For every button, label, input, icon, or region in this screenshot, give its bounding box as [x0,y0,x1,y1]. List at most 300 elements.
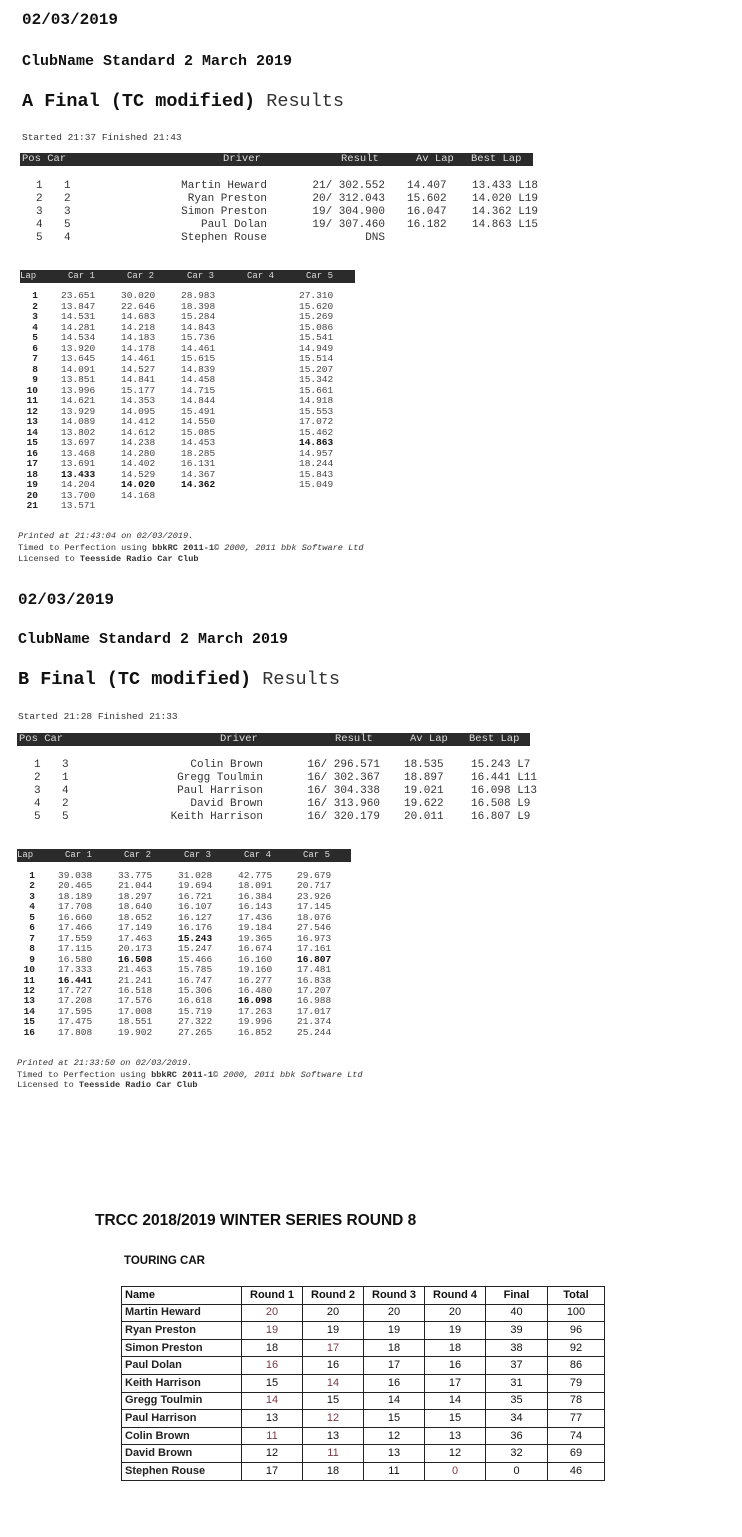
series-round4: 19 [425,1322,486,1340]
lap-time-car1: 17.595 [58,1005,93,1017]
lap-time-car3: 15.243 [178,932,213,944]
lap-time-car1: 16.580 [58,953,93,965]
lap-time-car3: 15.719 [178,1005,213,1017]
series-round2: 16 [303,1357,364,1375]
lap-row [0,386,360,396]
lap-time-car1: 13.691 [61,458,96,469]
lap-time-car5: 15.514 [299,353,334,364]
result-car: 5 [62,811,69,823]
lap-time-car5: 15.661 [299,384,334,396]
result-driver: Martin Heward [181,180,267,192]
header-av-lap: Av Lap [416,153,454,165]
lap-row [0,333,360,343]
result-av-lap: 19.622 [404,798,444,810]
lap-time-car5: 17.072 [299,416,334,427]
result-best-lap: 14.362 L19 [472,206,539,218]
lap-time-car2: 30.020 [121,290,156,301]
series-final: 32 [486,1445,548,1463]
lap-time-car1: 17.466 [58,922,93,934]
lap-number: 13 [23,995,35,1007]
lap-time-car3: 28.983 [181,290,216,301]
lap-number: 3 [32,311,38,322]
result-av-lap: 16.047 [407,206,447,218]
result-av-lap: 19.021 [404,785,444,797]
lap-time-car1: 13.802 [61,426,96,438]
result-driver: Stephen Rouse [181,232,267,244]
lap-time-car5: 15.541 [299,332,334,343]
result-best-lap: 13.433 L18 [472,180,539,192]
lap-time-car5: 18.244 [299,458,334,469]
lap-time-car1: 13.468 [61,447,96,459]
result-row [0,193,560,206]
lap-time-car5: 15.342 [299,374,334,385]
lap-time-car1: 17.727 [58,984,93,996]
lap-time-car2: 14.168 [121,489,156,501]
series-round3: 13 [364,1445,425,1463]
result-driver: David Brown [190,798,263,810]
lap-row [0,965,360,975]
lap-time-car4: 18.091 [238,880,273,892]
a-final-started: Started 21:37 Finished 21:43 [22,132,182,143]
b-final-printed [17,1058,192,1069]
header-result: Result [335,733,373,745]
lap-time-car1: 18.189 [58,890,93,902]
lap-time-car3: 14.550 [181,416,216,427]
lap-time-car5: 15.049 [299,479,334,490]
printed-text: Printed at 21:43:04 on 02/03/2019. [18,531,194,541]
lap-time-car5: 15.620 [299,300,334,312]
result-av-lap: 14.407 [407,180,447,192]
series-round4: 13 [425,1427,486,1445]
result-pos: 1 [34,759,41,771]
series-round2: 11 [303,1445,364,1463]
lap-row [0,923,360,933]
licensed-club: Teesside Radio Car Club [79,554,199,564]
lap-time-car2: 14.238 [121,437,156,448]
lap-time-car1: 17.115 [58,943,93,955]
timed-software: bbkRC 2011-1 [152,543,214,553]
lap-time-car3: 16.747 [178,974,213,986]
lap-time-car1: 14.281 [61,321,96,333]
lap-time-car2: 33.775 [118,870,153,881]
series-driver-name: Colin Brown [122,1427,242,1445]
result-result: 19/ 304.900 [312,206,385,218]
lap-time-car2: 14.402 [121,458,156,469]
lap-header-car4: Car 4 [247,271,275,281]
result-pos: 1 [36,180,43,192]
series-round1: 16 [242,1357,303,1375]
lap-number: 4 [32,321,38,333]
lap-time-car2: 17.576 [118,995,153,1007]
result-pos: 3 [36,206,43,218]
header-best-lap: Best Lap [471,153,522,165]
lap-number: 17 [26,458,38,469]
lap-time-car2: 21.463 [118,964,153,976]
header-best-lap: Best Lap [469,733,520,745]
b-final-started: Started 21:28 Finished 21:33 [18,711,178,722]
header-pos-car: Pos Car [19,733,64,745]
result-row [0,232,560,245]
lap-time-car2: 14.461 [121,353,156,364]
header-av-lap: Av Lap [410,733,448,745]
lap-time-car5: 21.374 [297,1016,332,1028]
series-round3: 17 [364,1357,425,1375]
series-total: 77 [548,1410,605,1428]
lap-row [0,302,360,312]
lap-header-car1: Car 1 [65,850,93,860]
lap-time-car4: 16.098 [238,995,273,1007]
series-header-name: Name [122,1287,242,1305]
lap-time-car3: 15.247 [178,943,213,955]
lap-time-car2: 14.280 [121,447,156,459]
series-round4: 20 [425,1304,486,1322]
result-row [0,219,560,232]
result-driver: Colin Brown [190,759,263,771]
lap-time-car5: 29.679 [297,870,332,881]
lap-row [0,480,360,490]
lap-number: 20 [26,489,38,501]
lap-time-car1: 13.571 [61,500,96,511]
result-driver: Simon Preston [181,206,267,218]
a-final-licensed [18,554,199,565]
lap-number: 21 [26,500,38,511]
series-row [122,1374,605,1392]
lap-number: 14 [26,426,38,438]
a-final-title-suffix: Results [266,91,344,112]
lap-time-car2: 18.551 [118,1016,153,1028]
lap-time-car2: 18.297 [118,890,153,902]
lap-time-car3: 15.785 [178,964,213,976]
result-driver: Paul Dolan [200,219,267,231]
series-round3: 18 [364,1339,425,1357]
result-pos: 3 [34,785,41,797]
lap-time-car5: 14.957 [299,447,334,459]
result-result: 16/ 320.179 [307,811,380,823]
result-av-lap: 18.897 [404,772,444,784]
lap-time-car3: 16.127 [178,911,213,923]
b-final-title [18,669,340,690]
result-driver: Ryan Preston [187,193,267,205]
lap-time-car5: 15.553 [299,405,334,417]
series-total: 86 [548,1357,605,1375]
result-result: 19/ 307.460 [312,219,385,231]
lap-time-car5: 15.462 [299,426,334,438]
series-total: 96 [548,1322,605,1340]
series-row [122,1427,605,1445]
timed-software: bbkRC 2011-1 [151,1070,213,1080]
licensed-club: Teesside Radio Car Club [78,1080,198,1090]
lap-time-car3: 16.618 [178,995,213,1007]
lap-time-car4: 16.852 [238,1026,273,1038]
series-final: 39 [486,1322,548,1340]
result-av-lap: 20.011 [404,811,444,823]
series-round3: 12 [364,1427,425,1445]
result-car: 2 [62,798,69,810]
result-pos: 4 [34,798,41,810]
lap-time-car5: 15.207 [299,363,334,375]
lap-number: 9 [32,374,38,385]
lap-time-car1: 17.475 [58,1016,93,1028]
lap-time-car5: 16.807 [297,953,332,965]
lap-row [0,881,360,891]
lap-row [0,428,360,438]
lap-header-car4: Car 4 [244,850,272,860]
lap-number: 1 [32,290,38,301]
result-best-lap: 16.441 L11 [471,772,538,784]
lap-time-car2: 15.177 [121,384,156,396]
result-driver: Paul Harrison [177,785,263,797]
lap-time-car4: 16.277 [238,974,273,986]
lap-time-car4: 16.384 [238,890,273,902]
lap-row [0,902,360,912]
lap-time-car2: 14.527 [121,363,156,375]
series-round2: 20 [303,1304,364,1322]
series-row [122,1304,605,1322]
lap-time-car3: 27.322 [178,1016,213,1028]
lap-time-car2: 17.149 [118,922,153,934]
lap-time-car5: 14.949 [299,342,334,354]
b-final-results-header [17,733,530,746]
lap-time-car2: 14.183 [121,332,156,343]
lap-number: 7 [32,353,38,364]
lap-time-car1: 17.559 [58,932,93,944]
lap-time-car3: 14.715 [181,384,216,396]
lap-time-car3: 14.362 [181,479,216,490]
series-round1: 19 [242,1322,303,1340]
result-result: 16/ 313.960 [307,798,380,810]
lap-time-car1: 14.621 [61,395,96,406]
series-round2: 14 [303,1374,364,1392]
lap-time-car1: 14.089 [61,416,96,427]
lap-time-car2: 22.646 [121,300,156,312]
lap-time-car1: 39.038 [58,870,93,881]
lap-row [0,291,360,301]
lap-header-lap: Lap [20,271,37,281]
result-pos: 2 [34,772,41,784]
lap-time-car1: 17.808 [58,1026,93,1038]
series-round3: 16 [364,1374,425,1392]
result-av-lap: 18.535 [404,759,444,771]
lap-number: 2 [29,880,35,892]
lap-row [0,312,360,322]
lap-number: 6 [32,342,38,354]
result-car: 3 [62,759,69,771]
series-round4: 14 [425,1392,486,1410]
lap-time-car1: 16.660 [58,911,93,923]
series-class: TOURING CAR [124,1255,205,1267]
lap-number: 12 [26,405,38,417]
lap-time-car5: 15.843 [299,468,334,480]
series-driver-name: Keith Harrison [122,1374,242,1392]
licensed-prefix: Licensed to [18,554,80,564]
lap-number: 8 [32,363,38,375]
lap-time-car5: 17.017 [297,1005,332,1017]
series-final: 0 [486,1462,548,1480]
lap-time-car5: 27.546 [297,922,332,934]
result-best-lap: 14.863 L15 [472,219,539,231]
series-round1: 13 [242,1410,303,1428]
lap-time-car2: 14.529 [121,468,156,480]
lap-number: 14 [23,1005,35,1017]
lap-number: 4 [29,901,35,913]
series-round4: 12 [425,1445,486,1463]
series-round1: 15 [242,1374,303,1392]
series-round4: 18 [425,1339,486,1357]
lap-time-car5: 16.973 [297,932,332,944]
result-result: 16/ 296.571 [307,759,380,771]
b-final-date: 02/03/2019 [18,591,115,609]
lap-number: 7 [29,932,35,944]
series-driver-name: David Brown [122,1445,242,1463]
a-final-club-name: ClubName Standard 2 March 2019 [22,53,293,70]
lap-time-car3: 15.736 [181,332,216,343]
lap-time-car4: 17.263 [238,1005,273,1017]
lap-time-car1: 17.708 [58,901,93,913]
lap-number: 10 [26,384,38,396]
lap-header-car2: Car 2 [124,850,152,860]
timed-copyright: © 2000, 2011 bbk Software Ltd [212,1070,363,1080]
lap-time-car4: 17.436 [238,911,273,923]
series-round2: 19 [303,1322,364,1340]
a-final-timed [18,543,364,554]
lap-row [0,449,360,459]
lap-row [0,365,360,375]
lap-time-car5: 17.161 [297,943,332,955]
lap-time-car3: 15.491 [181,405,216,417]
a-final-lap-header [20,270,355,283]
lap-time-car3: 14.844 [181,395,216,406]
series-round4: 16 [425,1357,486,1375]
lap-time-car5: 15.269 [299,311,334,322]
lap-row [0,323,360,333]
lap-time-car2: 14.683 [121,311,156,322]
lap-number: 12 [23,984,35,996]
series-round2: 18 [303,1462,364,1480]
lap-time-car1: 13.920 [61,342,96,354]
lap-time-car2: 21.044 [118,880,153,892]
lap-time-car3: 14.453 [181,437,216,448]
lap-time-car2: 14.095 [121,405,156,417]
series-row [122,1357,605,1375]
lap-number: 9 [29,953,35,965]
lap-number: 3 [29,890,35,902]
lap-number: 10 [23,964,35,976]
lap-time-car5: 25.244 [297,1026,332,1038]
series-final: 31 [486,1374,548,1392]
lap-number: 16 [23,1026,35,1038]
b-final-licensed [17,1080,198,1091]
lap-time-car3: 19.694 [178,880,213,892]
lap-time-car2: 14.178 [121,342,156,354]
lap-number: 5 [32,332,38,343]
series-round3: 15 [364,1410,425,1428]
series-row [122,1392,605,1410]
series-header-round4: Round 4 [425,1287,486,1305]
a-final-date: 02/03/2019 [22,11,119,29]
a-final-title [22,91,344,112]
lap-number: 1 [29,870,35,881]
series-total: 74 [548,1427,605,1445]
lap-time-car2: 19.902 [118,1026,153,1038]
lap-time-car1: 14.534 [61,332,96,343]
series-driver-name: Paul Dolan [122,1357,242,1375]
lap-time-car1: 14.204 [61,479,96,490]
result-row [0,811,560,824]
lap-time-car4: 19.184 [238,922,273,934]
series-row [122,1410,605,1428]
lap-time-car5: 27.310 [299,290,334,301]
lap-time-car2: 18.652 [118,911,153,923]
lap-row [0,944,360,954]
lap-row [0,470,360,480]
series-header-final: Final [486,1287,548,1305]
lap-time-car4: 16.674 [238,943,273,955]
lap-time-car1: 14.531 [61,311,96,322]
series-final: 40 [486,1304,548,1322]
lap-row [0,976,360,986]
result-car: 1 [64,180,71,192]
lap-row [0,407,360,417]
series-round2: 12 [303,1410,364,1428]
lap-time-car2: 16.518 [118,984,153,996]
lap-number: 2 [32,300,38,312]
lap-time-car2: 14.612 [121,426,156,438]
lap-time-car2: 14.841 [121,374,156,385]
lap-row [0,459,360,469]
b-final-title-main: B Final (TC modified) [18,669,252,690]
lap-time-car3: 14.458 [181,374,216,385]
header-driver: Driver [220,733,258,745]
lap-time-car3: 27.265 [178,1026,213,1038]
series-driver-name: Paul Harrison [122,1410,242,1428]
lap-number: 16 [26,447,38,459]
b-final-club-name: ClubName Standard 2 March 2019 [18,631,289,648]
result-result: 21/ 302.552 [312,180,385,192]
b-final-title-suffix: Results [262,669,340,690]
result-best-lap: 16.807 L9 [471,811,531,823]
series-final: 36 [486,1427,548,1445]
lap-number: 11 [23,974,35,986]
series-final: 35 [486,1392,548,1410]
series-row [122,1462,605,1480]
result-best-lap: 14.020 L19 [472,193,539,205]
series-round4: 15 [425,1410,486,1428]
result-driver: Gregg Toulmin [177,772,263,784]
lap-time-car2: 16.508 [118,953,153,965]
series-driver-name: Simon Preston [122,1339,242,1357]
header-result: Result [341,153,379,165]
lap-row [0,396,360,406]
lap-row [0,996,360,1006]
lap-number: 13 [26,416,38,427]
result-av-lap: 16.182 [407,219,447,231]
series-round4: 0 [425,1462,486,1480]
lap-time-car5: 17.481 [297,964,332,976]
series-row [122,1445,605,1463]
lap-time-car3: 14.843 [181,321,216,333]
lap-time-car1: 14.091 [61,363,96,375]
lap-time-car1: 13.847 [61,300,96,312]
lap-time-car5: 15.086 [299,321,334,333]
lap-row [0,438,360,448]
series-round1: 17 [242,1462,303,1480]
result-av-lap: 15.602 [407,193,447,205]
series-header-row [122,1287,605,1305]
lap-header-car3: Car 3 [184,850,212,860]
lap-time-car5: 16.838 [297,974,332,986]
lap-time-car2: 21.241 [118,974,153,986]
result-row [0,772,560,785]
